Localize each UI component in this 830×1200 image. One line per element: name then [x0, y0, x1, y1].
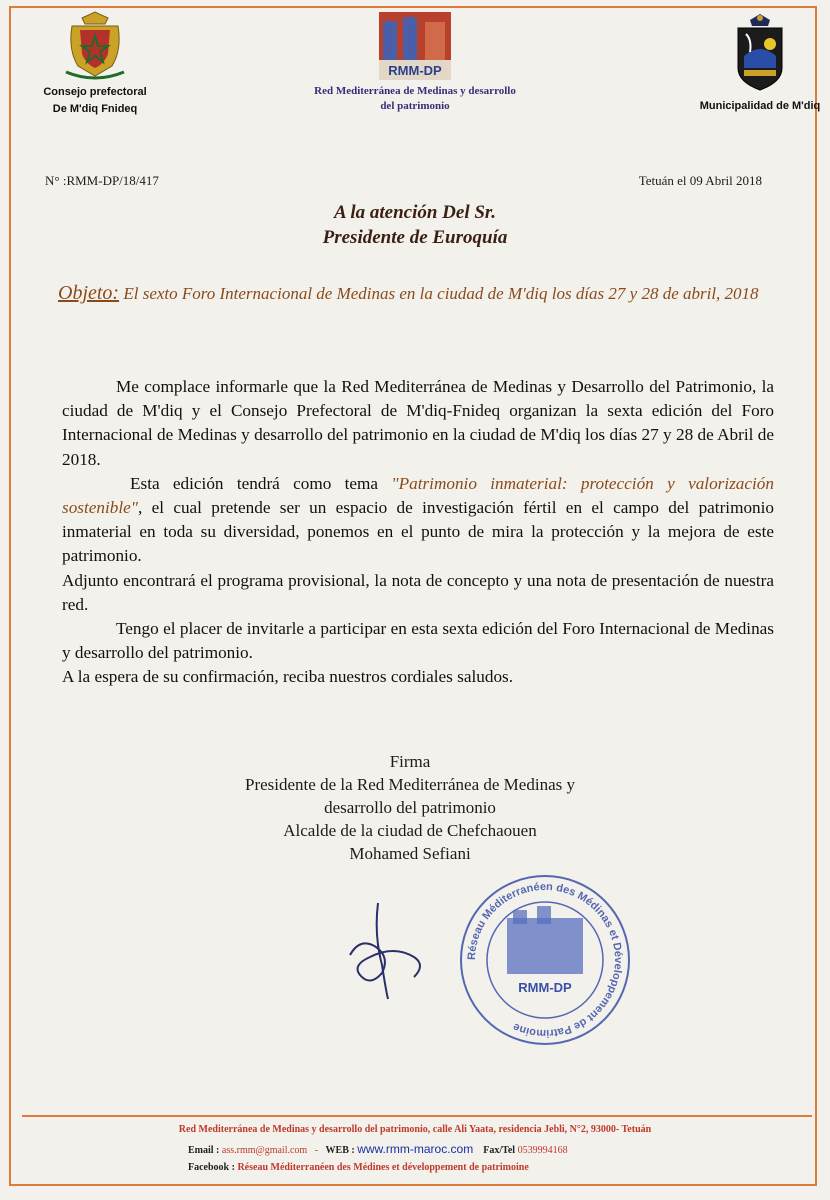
signature-block	[0, 750, 830, 865]
body-paragraph-1: Me complace informarle que la Red Mediterránea de Medinas y Desarrollo del Patrimonio, la ciudad de M'diq y el Consejo Prefectoral de M'diq-Fnideq organizan la sexta edición del Foro Internacional de Medinas y desarrollo del patrimonio en la ciudad de M'diq los días 27 y 28 de Abril de 2018.	[62, 377, 774, 469]
signature-line5: Mohamed Sefiani	[349, 844, 471, 863]
subject-block	[58, 282, 778, 305]
footer-contacts: Email : ass.rmm@gmail.com - WEB : www.rmm-maroc.com Fax/Tel 0539994168	[188, 1142, 568, 1156]
p2-theme: "Patrimonio inmaterial: protección y valorización sostenible"	[62, 473, 774, 518]
organization-stamp	[455, 870, 635, 1055]
facebook-label: Facebook :	[188, 1162, 235, 1173]
web-label: WEB :	[325, 1145, 355, 1156]
stamp-ring-textpath: Réseau Méditerranéen des Médinas et Développement de Patrimoine	[465, 880, 625, 1040]
attention-line2: Presidente de Euroquía	[322, 227, 508, 248]
coat-of-arms-icon	[30, 10, 160, 80]
subject-label: Objeto:	[58, 282, 120, 304]
right-caption: Municipalidad de M'diq	[699, 100, 821, 112]
stamp-center-text: RMM-DP	[518, 980, 572, 995]
subject-text: El sexto Foro Internacional de Medinas en la ciudad de M'diq los días 27 y 28 de abril, 2018	[123, 284, 759, 303]
header-left	[30, 10, 160, 118]
facebook-name[interactable]: Réseau Méditerranéen des Médines et développement de patrimoine	[237, 1162, 529, 1173]
center-caption-line2: del patrimonio	[380, 100, 450, 112]
body-paragraph-3: Adjunto encontrará el programa provisional, la nota de concepto y una nota de presentación de nuestra red.	[62, 570, 774, 614]
left-caption-line2: De M'diq Fnideq	[52, 103, 138, 115]
header-center	[300, 10, 530, 114]
header-right	[690, 12, 830, 112]
body-paragraph-5: A la espera de su confirmación, reciba nuestros cordiales saludos.	[62, 667, 514, 687]
signature-line2: Presidente de la Red Mediterránea de Medinas y	[245, 775, 575, 794]
rmm-dp-logo-icon	[300, 10, 530, 82]
footer-facebook	[188, 1161, 830, 1174]
center-caption-line1: Red Mediterránea de Medinas y desarrollo	[314, 85, 516, 97]
footer-address: Red Mediterránea de Medinas y desarrollo del patrimonio, calle Ali Yaata, residencia Jebli, N°2, 93000- Tetuán	[178, 1124, 652, 1135]
email-link[interactable]: ass.rmm@gmail.com	[221, 1145, 308, 1156]
signature-line1: Firma	[389, 752, 431, 771]
left-caption-line1: Consejo prefectoral	[43, 86, 147, 98]
footer-divider	[22, 1115, 812, 1117]
letter-date: Tetuán el 09 Abril 2018	[638, 173, 762, 188]
handwritten-signature	[330, 895, 440, 1010]
fax-number: 0539994168	[517, 1145, 568, 1156]
p2-end: , el cual pretende ser un espacio de investigación fértil en el campo del patrimonio inmaterial en toda su diversidad, ponemos en el punto de mira la protección y la mejora de este patrimonio.	[62, 498, 774, 566]
p2-start: Esta edición tendrá como tema	[130, 473, 392, 493]
attention-block	[0, 200, 830, 250]
signature-line4: Alcalde de la ciudad de Chefchaouen	[283, 821, 537, 840]
letter-body	[62, 375, 774, 690]
reference-number: N° :RMM-DP/18/417	[45, 173, 159, 188]
attention-line1: A la atención Del Sr.	[333, 202, 497, 223]
rmm-dp-logo-text: RMM-DP	[388, 63, 442, 78]
body-paragraph-4: Tengo el placer de invitarle a participar en esta sexta edición del Foro Internacional de Medinas y desarrollo del patrimonio.	[62, 619, 774, 663]
web-link[interactable]: www.rmm-maroc.com	[357, 1142, 474, 1156]
email-label: Email :	[188, 1145, 220, 1156]
footer	[0, 1123, 830, 1174]
municipality-emblem-icon	[690, 12, 830, 94]
signature-line3: desarrollo del patrimonio	[324, 798, 496, 817]
fax-label: Fax/Tel	[483, 1145, 516, 1156]
body-paragraph-2	[62, 472, 774, 569]
